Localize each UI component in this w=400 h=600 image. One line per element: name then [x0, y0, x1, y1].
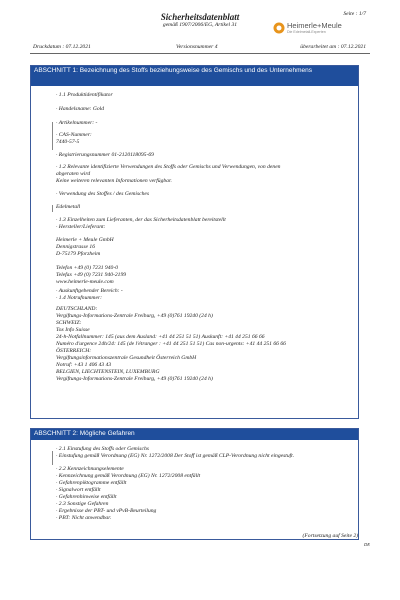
line: · Ergebnisse der PBT- und vPvB-Beurteilung: [56, 508, 157, 514]
document-subtitle: gemäß 1907/2006/EG, Artikel 31: [162, 22, 238, 28]
margin-marker: [52, 122, 53, 150]
line: Edelmetall: [56, 204, 81, 210]
line: Vergiftungsinformationszentrale Gesundheit Österreich GmbH: [56, 355, 197, 361]
line: · Einstufung gemäß Verordnung (EG) Nr. 1272/2008 Der Stoff ist gemäß CLP-Verordnung nicht eingestuft.: [56, 453, 295, 459]
line: · Artikelnummer: -: [56, 120, 98, 126]
line: · PBT: Nicht anwendbar.: [56, 515, 112, 521]
logo-icon: [272, 21, 286, 35]
section2-body: [56, 446, 294, 522]
line: · CAS-Nummer:: [56, 132, 92, 138]
section1-body: [56, 92, 286, 383]
line: · Handelsname: Gold: [56, 106, 105, 112]
header-divider: [30, 53, 370, 54]
line: Tox Info Suisse: [56, 327, 90, 333]
line: · Registrierungsnummer 01-2120118095-69: [56, 152, 154, 158]
line: 7440-57-5: [56, 139, 80, 145]
line: SCHWEIZ:: [56, 320, 82, 326]
footer-code: DE: [364, 542, 370, 547]
line: · 1.1 Produktidentifikator: [56, 92, 113, 98]
line: · Auskunftgebender Bereich: -: [56, 288, 123, 294]
document-title: Sicherheitsdatenblatt: [160, 12, 240, 22]
line: D-75179 Pforzheim: [56, 251, 101, 257]
line: · 1.2 Relevante identifizierte Verwendungen des Stoffs oder Gemischs und Verwendungen, von denen: [56, 164, 281, 170]
line: · Signalwort entfällt: [56, 487, 101, 493]
line: · 1.4 Notrufnummer:: [56, 295, 102, 301]
print-date: Druckdatum : 07.12.2021: [33, 44, 91, 50]
version-number: Versionsnummer 4: [176, 44, 218, 50]
line: Telefax +49 (0) 7231 940-2199: [56, 272, 127, 278]
line: · Verwendung des Stoffes / des Gemisches: [56, 191, 150, 197]
line: www.heimerle-meule.com: [56, 279, 114, 285]
section1-heading: ABSCHNITT 1: Bezeichnung des Stoffs beziehungsweise des Gemischs und des Unternehmens: [31, 66, 358, 86]
line: Vergiftungs-Informations-Zentrale Freiburg, +49 (0)761 19240 (24 h): [56, 313, 213, 319]
line: Notruf: +43 1 406 43 43: [56, 362, 112, 368]
line: · 1.3 Einzelheiten zum Lieferanten, der das Sicherheitsdatenblatt bereitstellt: [56, 217, 226, 223]
line: ÖSTERREICH:: [56, 348, 92, 354]
line: · 2.2 Kennzeichnungselemente: [56, 466, 124, 472]
line: Telefon +49 (0) 7231 940-0: [56, 265, 118, 271]
line: · Hersteller/Lieferant:: [56, 224, 106, 230]
line: · Gefahrenpiktogramme entfällt: [56, 480, 127, 486]
line: · 2.1 Einstufung des Stoffs oder Gemischs: [56, 446, 149, 452]
logo-tagline: Die Edelmetall-Experten: [287, 30, 326, 34]
section2-heading: ABSCHNITT 2: Mögliche Gefahren: [31, 429, 358, 440]
line: Keine weiteren relevanten Informationen verfügbar.: [56, 178, 172, 184]
line: abgeraten wird: [56, 171, 91, 177]
line: · Gefahrenhinweise entfällt: [56, 494, 117, 500]
line: Dennigstrasse 16: [56, 244, 96, 250]
line: Vergiftungs-Informations-Zentrale Freiburg, +49 (0)761 19240 (24 h): [56, 376, 213, 382]
line: BELGIEN, LIECHTENSTEIN, LUXEMBURG: [56, 369, 160, 375]
margin-marker: [52, 205, 53, 212]
page-number: Seite : 1/7: [343, 11, 366, 17]
line: 24-h-Notfallnummer: 145 (aus dem Ausland: +41 44 251 51 51) Auskunft: +41 44 251 66 66: [56, 334, 265, 340]
continuation-note: (Fortsetzung auf Seite 2): [302, 533, 358, 539]
line: Numéro d'urgence 24h/24: 145 (de l'étranger : +41 44 251 51 51) Cas non-urgents: +41 44 251 66 66: [56, 341, 286, 347]
line: DEUTSCHLAND:: [56, 306, 98, 312]
line: Heimerle + Meule GmbH: [56, 237, 114, 243]
logo-text: Heimerle+Meule: [287, 21, 342, 30]
line: · Kennzeichnung gemäß Verordnung (EG) Nr. 1272/2008 entfällt: [56, 473, 201, 479]
revision-date: überarbeitet am : 07.12.2021: [300, 44, 366, 50]
margin-marker: [52, 451, 53, 465]
company-logo: [272, 21, 372, 37]
line: · 2.3 Sonstige Gefahren: [56, 501, 109, 507]
